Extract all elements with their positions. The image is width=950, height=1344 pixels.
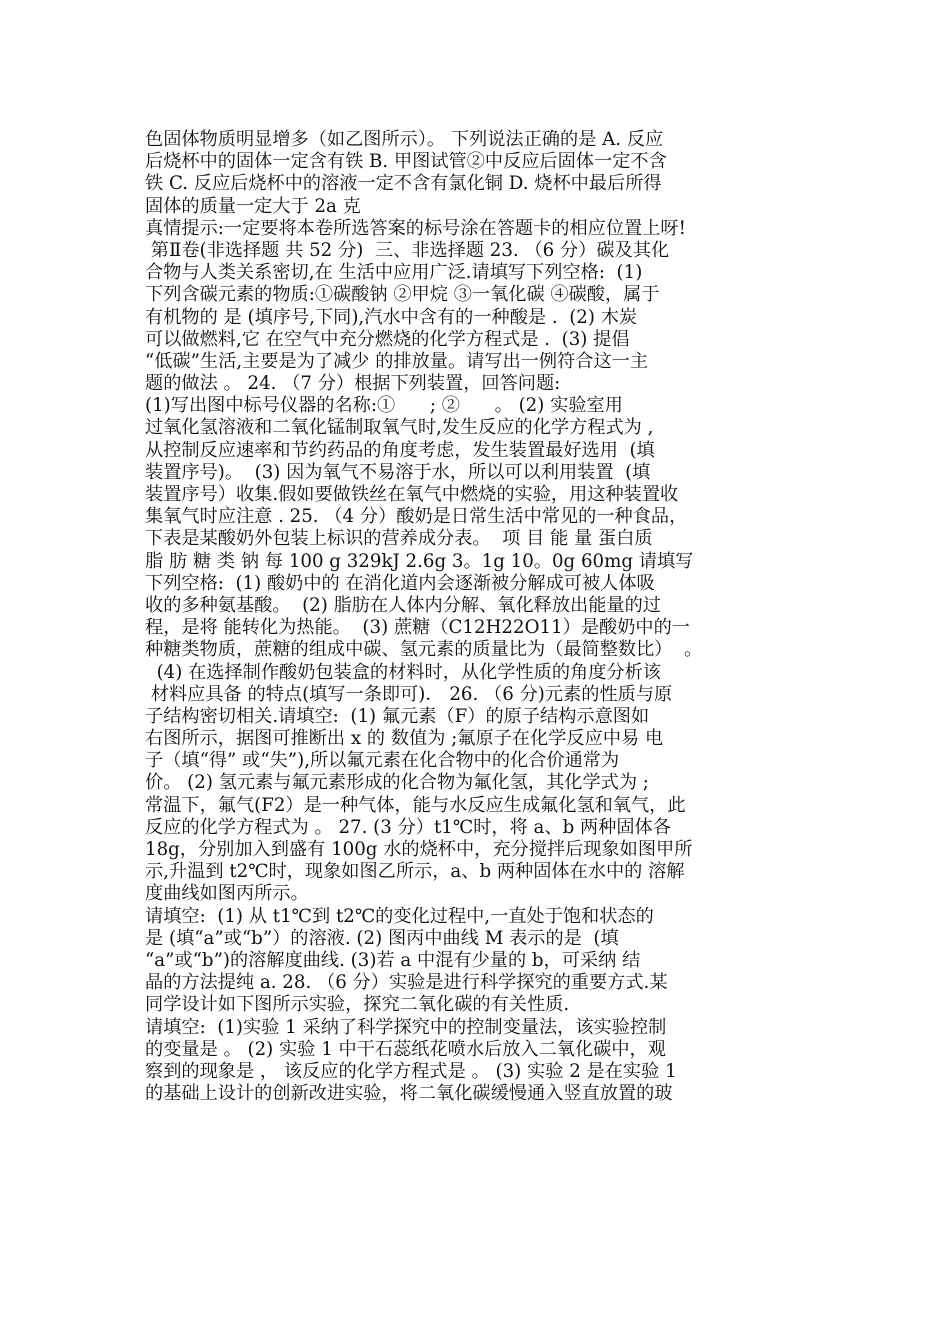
text-line: 是 (填“a”或“b”）的溶液. (2) 图丙中曲线 M 表示的是 (填 — [145, 927, 619, 949]
text-line: 18g，分别加入到盛有 100g 水的烧杯中，充分搅拌后现象如图甲所 — [145, 839, 693, 860]
text-line: 价。 (2) 氢元素与氟元素形成的化合物为氟化氢，其化学式为 ; — [145, 772, 649, 794]
text-line: “低碳”生活,主要是为了减少 的排放量。请写出一例符合这一主 — [145, 350, 649, 372]
text-line: (4) 在选择制作酸奶包装盒的材料时，从化学性质的角度分析该 — [145, 661, 661, 683]
text-line: 材料应具备 的特点(填写一条即可)． 26. （6 分)元素的性质与原 — [145, 683, 673, 705]
text-line: 请填空: (1) 从 t1℃到 t2℃的变化过程中,一直处于饱和状态的 — [145, 905, 654, 927]
document-body — [145, 129, 815, 1105]
text-line: 集氧气时应注意 . 25. （4 分）酸奶是日常生活中常见的一种食品， — [145, 506, 688, 528]
text-line: 的变量是 。 (2) 实验 1 中干石蕊纸花喷水后放入二氧化碳中，观 — [145, 1038, 666, 1060]
text-line: 右图所示，据图可推断出 x 的 数值为 ;氟原子在化学反应中易 电 — [145, 728, 664, 750]
text-line: 子（填“得” 或“失”),所以氟元素在化合物中的化合价通常为 — [145, 750, 620, 772]
text-line: 程，是将 能转化为热能。 (3) 蔗糖（C12H22O11）是酸奶中的一 — [145, 617, 690, 639]
text-line: 反应的化学方程式为 。 27. (3 分）t1℃时，将 a、b 两种固体各 — [145, 816, 671, 838]
text-line: 装置序号）收集.假如要做铁丝在氧气中燃烧的实验，用这种装置收 — [145, 484, 679, 505]
text-line: 色固体物质明显增多（如乙图所示）。 下列说法正确的是 A. 反应 — [145, 129, 664, 150]
text-line: 有机物的 是 (填序号,下同),汽水中含有的一种酸是 . (2) 木炭 — [145, 306, 638, 328]
text-line: 示,升温到 t2℃时，现象如图乙所示，a、b 两种固体在水中的 溶解 — [145, 861, 685, 883]
text-line: 后烧杯中的固体一定含有铁 B. 甲图试管②中反应后固体一定不含 — [145, 151, 667, 173]
text-line: 过氧化氢溶液和二氧化锰制取氧气时,发生反应的化学方程式为 , — [145, 417, 654, 439]
text-line: 子结构密切相关.请填空: (1) 氟元素（F）的原子结构示意图如 — [145, 705, 650, 727]
text-line: 的基础上设计的创新改进实验，将二氧化碳缓慢通入竖直放置的玻 — [145, 1083, 673, 1105]
text-line: 晶的方法提纯 a. 28. （6 分）实验是进行科学探究的重要方式.某 — [145, 972, 668, 994]
text-line: 第Ⅱ卷(非选择题 共 52 分) 三、非选择题 23. （6 分）碳及其化 — [145, 239, 670, 261]
text-line: 下列空格: (1) 酸奶中的 在消化道内会逐渐被分解成可被人体吸 — [145, 572, 655, 594]
text-line: 题的做法 。 24. （7 分）根据下列装置，回答问题: — [145, 373, 561, 395]
text-line: 常温下，氟气(F2）是一种气体，能与水反应生成氟化氢和氧气，此 — [145, 794, 686, 816]
text-line: 铁 C. 反应后烧杯中的溶液一定不含有氯化铜 D. 烧杯中最后所得 — [145, 173, 662, 195]
text-line: 从控制反应速率和节约药品的角度考虑，发生装置最好选用 (填 — [145, 439, 655, 461]
text-line: 脂 肪 糖 类 钠 每 100 g 329kJ 2.6g 3。1g 10。0g 60mg 请填写 — [145, 550, 694, 572]
text-line: 合物与人类关系密切,在 生活中应用广泛.请填写下列空格: (1) — [145, 262, 643, 284]
text-line: 同学设计如下图所示实验，探究二氧化碳的有关性质. — [145, 994, 570, 1016]
text-line: 下列含碳元素的物质:①碳酸钠 ②甲烷 ③一氧化碳 ④碳酸，属于 — [145, 284, 660, 306]
text-line: 种糖类物质，蔗糖的组成中碳、氢元素的质量比为（最简整数比） 。 — [145, 639, 703, 661]
text-line: 装置序号)。 (3) 因为氧气不易溶于水，所以可以利用装置 (填 — [145, 461, 651, 483]
text-line: 可以做燃料,它 在空气中充分燃烧的化学方程式是 . (3) 提倡 — [145, 328, 630, 350]
text-line: 察到的现象是 ， 该反应的化学方程式是 。 (3) 实验 2 是在实验 1 — [145, 1060, 677, 1082]
text-line: 收的多种氨基酸。 (2) 脂肪在人体内分解、氧化释放出能量的过 — [145, 594, 661, 616]
text-line: 固体的质量一定大于 2a 克 — [145, 195, 361, 217]
text-line: 度曲线如图丙所示。 — [145, 883, 309, 905]
text-line: 请填空: (1)实验 1 采纳了科学探究中的控制变量法，该实验控制 — [145, 1016, 667, 1038]
text-line: “a”或“b”)的溶解度曲线. (3)若 a 中混有少量的 b，可采纳 结 — [145, 949, 641, 971]
text-line: (1)写出图中标号仪器的名称:① ; ② 。 (2) 实验室用 — [145, 395, 623, 417]
text-line: 下表是某酸奶外包装上标识的营养成分表。 项 目 能 量 蛋白质 — [145, 528, 653, 550]
text-line: 真情提示:一定要将本卷所选答案的标号涂在答题卡的相应位置上呀! — [145, 217, 686, 239]
